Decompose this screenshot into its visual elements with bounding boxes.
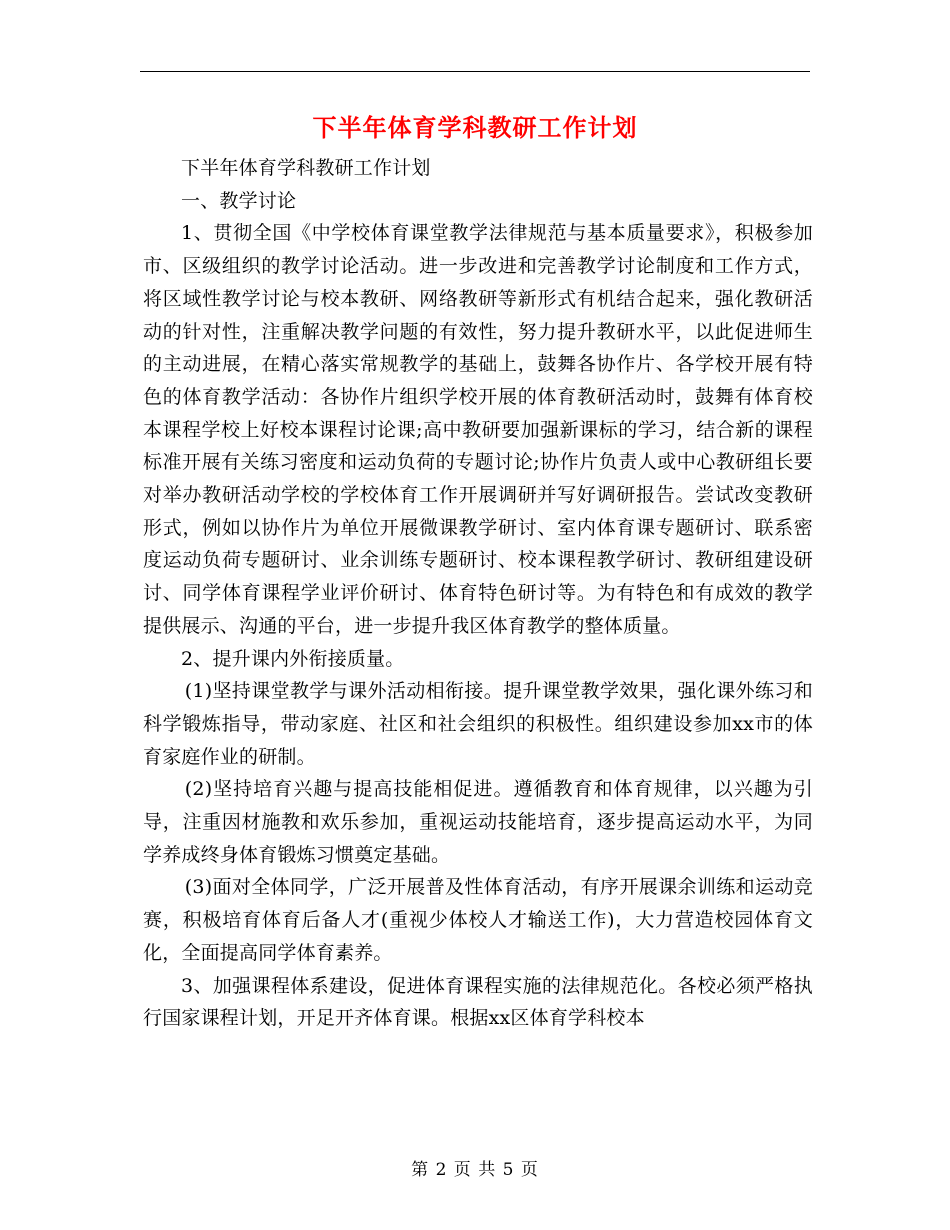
body-paragraph: 1、贯彻全国《中学校体育课堂教学法律规范与基本质量要求》，积极参加市、区级组织的教学讨论活动。进一步改进和完善教学讨论制度和工作方式，将区域性教学讨论与校本教研、网络教研等新形式有机结合起来，强化教研活动的针对性，注重解决教学问题的有效性，努力提升教研水平，以此促进师生的主动进展，在精心落实常规教学的基础上，鼓舞各协作片、各学校开展有特色的体育教学活动：各协作片组织学校开展的体育教研活动时，鼓舞有体育校本课程学校上好校本课程讨论课;高中教研要加强新课标的学习，结合新的课程标准开展有关练习密度和运动负荷的专题讨论;协作片负责人或中心教研组长要对举办教研活动学校的学校体育工作开展调研并写好调研报告。尝试改变教研形式，例如以协作片为单位开展微课教学研讨、室内体育课专题研讨、联系密度运动负荷专题研讨、业余训练专题研讨、校本课程教学研讨、教研组建设研讨、同学体育课程学业评价研讨、体育特色研讨等。为有特色和有成效的教学提供展示、沟通的平台，进一步提升我区体育教学的整体质量。 [143,222,813,637]
body-paragraph: 3、加强课程体系建设，促进体育课程实施的法律规范化。各校必须严格执行国家课程计划，开足开齐体育课。根据xx区体育学科校本 [143,974,813,1030]
list-item: (3)面对全体同学，广泛开展普及性体育活动，有序开展课余训练和运动竞赛，积极培育体育后备人才(重视少体校人才输送工作)，大力营造校园体育文化，全面提高同学体育素养。 [143,876,813,964]
page-number: 第 2 页 共 5 页 [411,1160,539,1180]
body-paragraph: 2、提升课内外衔接质量。 [181,647,405,670]
document-title: 下半年体育学科教研工作计划 [312,114,638,142]
subtitle-paragraph: 下半年体育学科教研工作计划 [181,157,431,179]
list-item: (1)坚持课堂教学与课外活动相衔接。提升课堂教学效果，强化课外练习和科学锻炼指导，带动家庭、社区和社会组织的积极性。组织建设参加xx市的体育家庭作业的研制。 [143,680,813,768]
document-body [143,152,813,1035]
section-heading: 一、教学讨论 [181,189,297,212]
header-rule [140,71,810,72]
list-item: (2)坚持培育兴趣与提高技能相促进。遵循教育和体育规律，以兴趣为引导，注重因材施教和欢乐参加，重视运动技能培育，逐步提高运动水平，为同学养成终身体育锻炼习惯奠定基础。 [143,778,813,866]
